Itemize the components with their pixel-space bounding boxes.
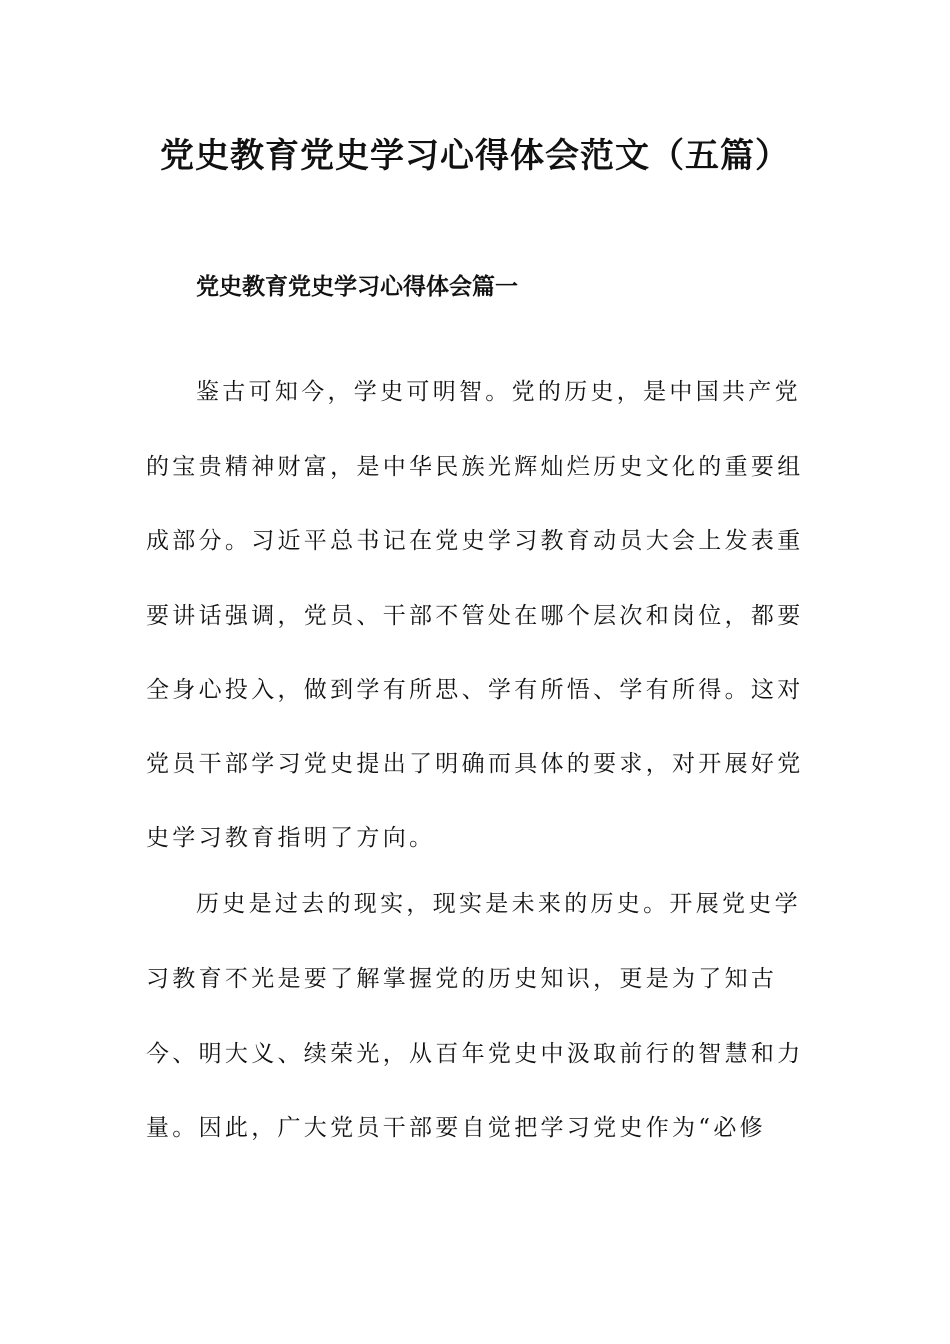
paragraph-line: 全身心投入，做到学有所思、学有所悟、学有所得。这对 [146, 677, 804, 703]
paragraph-line: 史学习教育指明了方向。 [146, 825, 436, 851]
paragraph-line: 成部分。习近平总书记在党史学习教育动员大会上发表重 [146, 528, 804, 554]
paragraph-line: 党员干部学习党史提出了明确而具体的要求，对开展好党 [146, 751, 804, 777]
paragraph-line: 量。因此，广大党员干部要自觉把学习党史作为“必修 [146, 1115, 766, 1141]
section-heading: 党史教育党史学习心得体会篇一 [196, 273, 518, 300]
paragraph-line: 今、明大义、续荣光，从百年党史中汲取前行的智慧和力 [146, 1041, 804, 1067]
paragraph-line: 要讲话强调，党员、干部不管处在哪个层次和岗位，都要 [146, 603, 804, 629]
paragraph-line: 鉴古可知今，学史可明智。党的历史，是中国共产党 [196, 379, 801, 405]
document-title: 党史教育党史学习心得体会范文（五篇） [160, 136, 790, 176]
paragraph-line: 的宝贵精神财富，是中华民族光辉灿烂历史文化的重要组 [146, 454, 804, 480]
paragraph-line: 习教育不光是要了解掌握党的历史知识，更是为了知古 [146, 966, 778, 992]
paragraph-line: 历史是过去的现实，现实是未来的历史。开展党史学 [196, 891, 801, 917]
